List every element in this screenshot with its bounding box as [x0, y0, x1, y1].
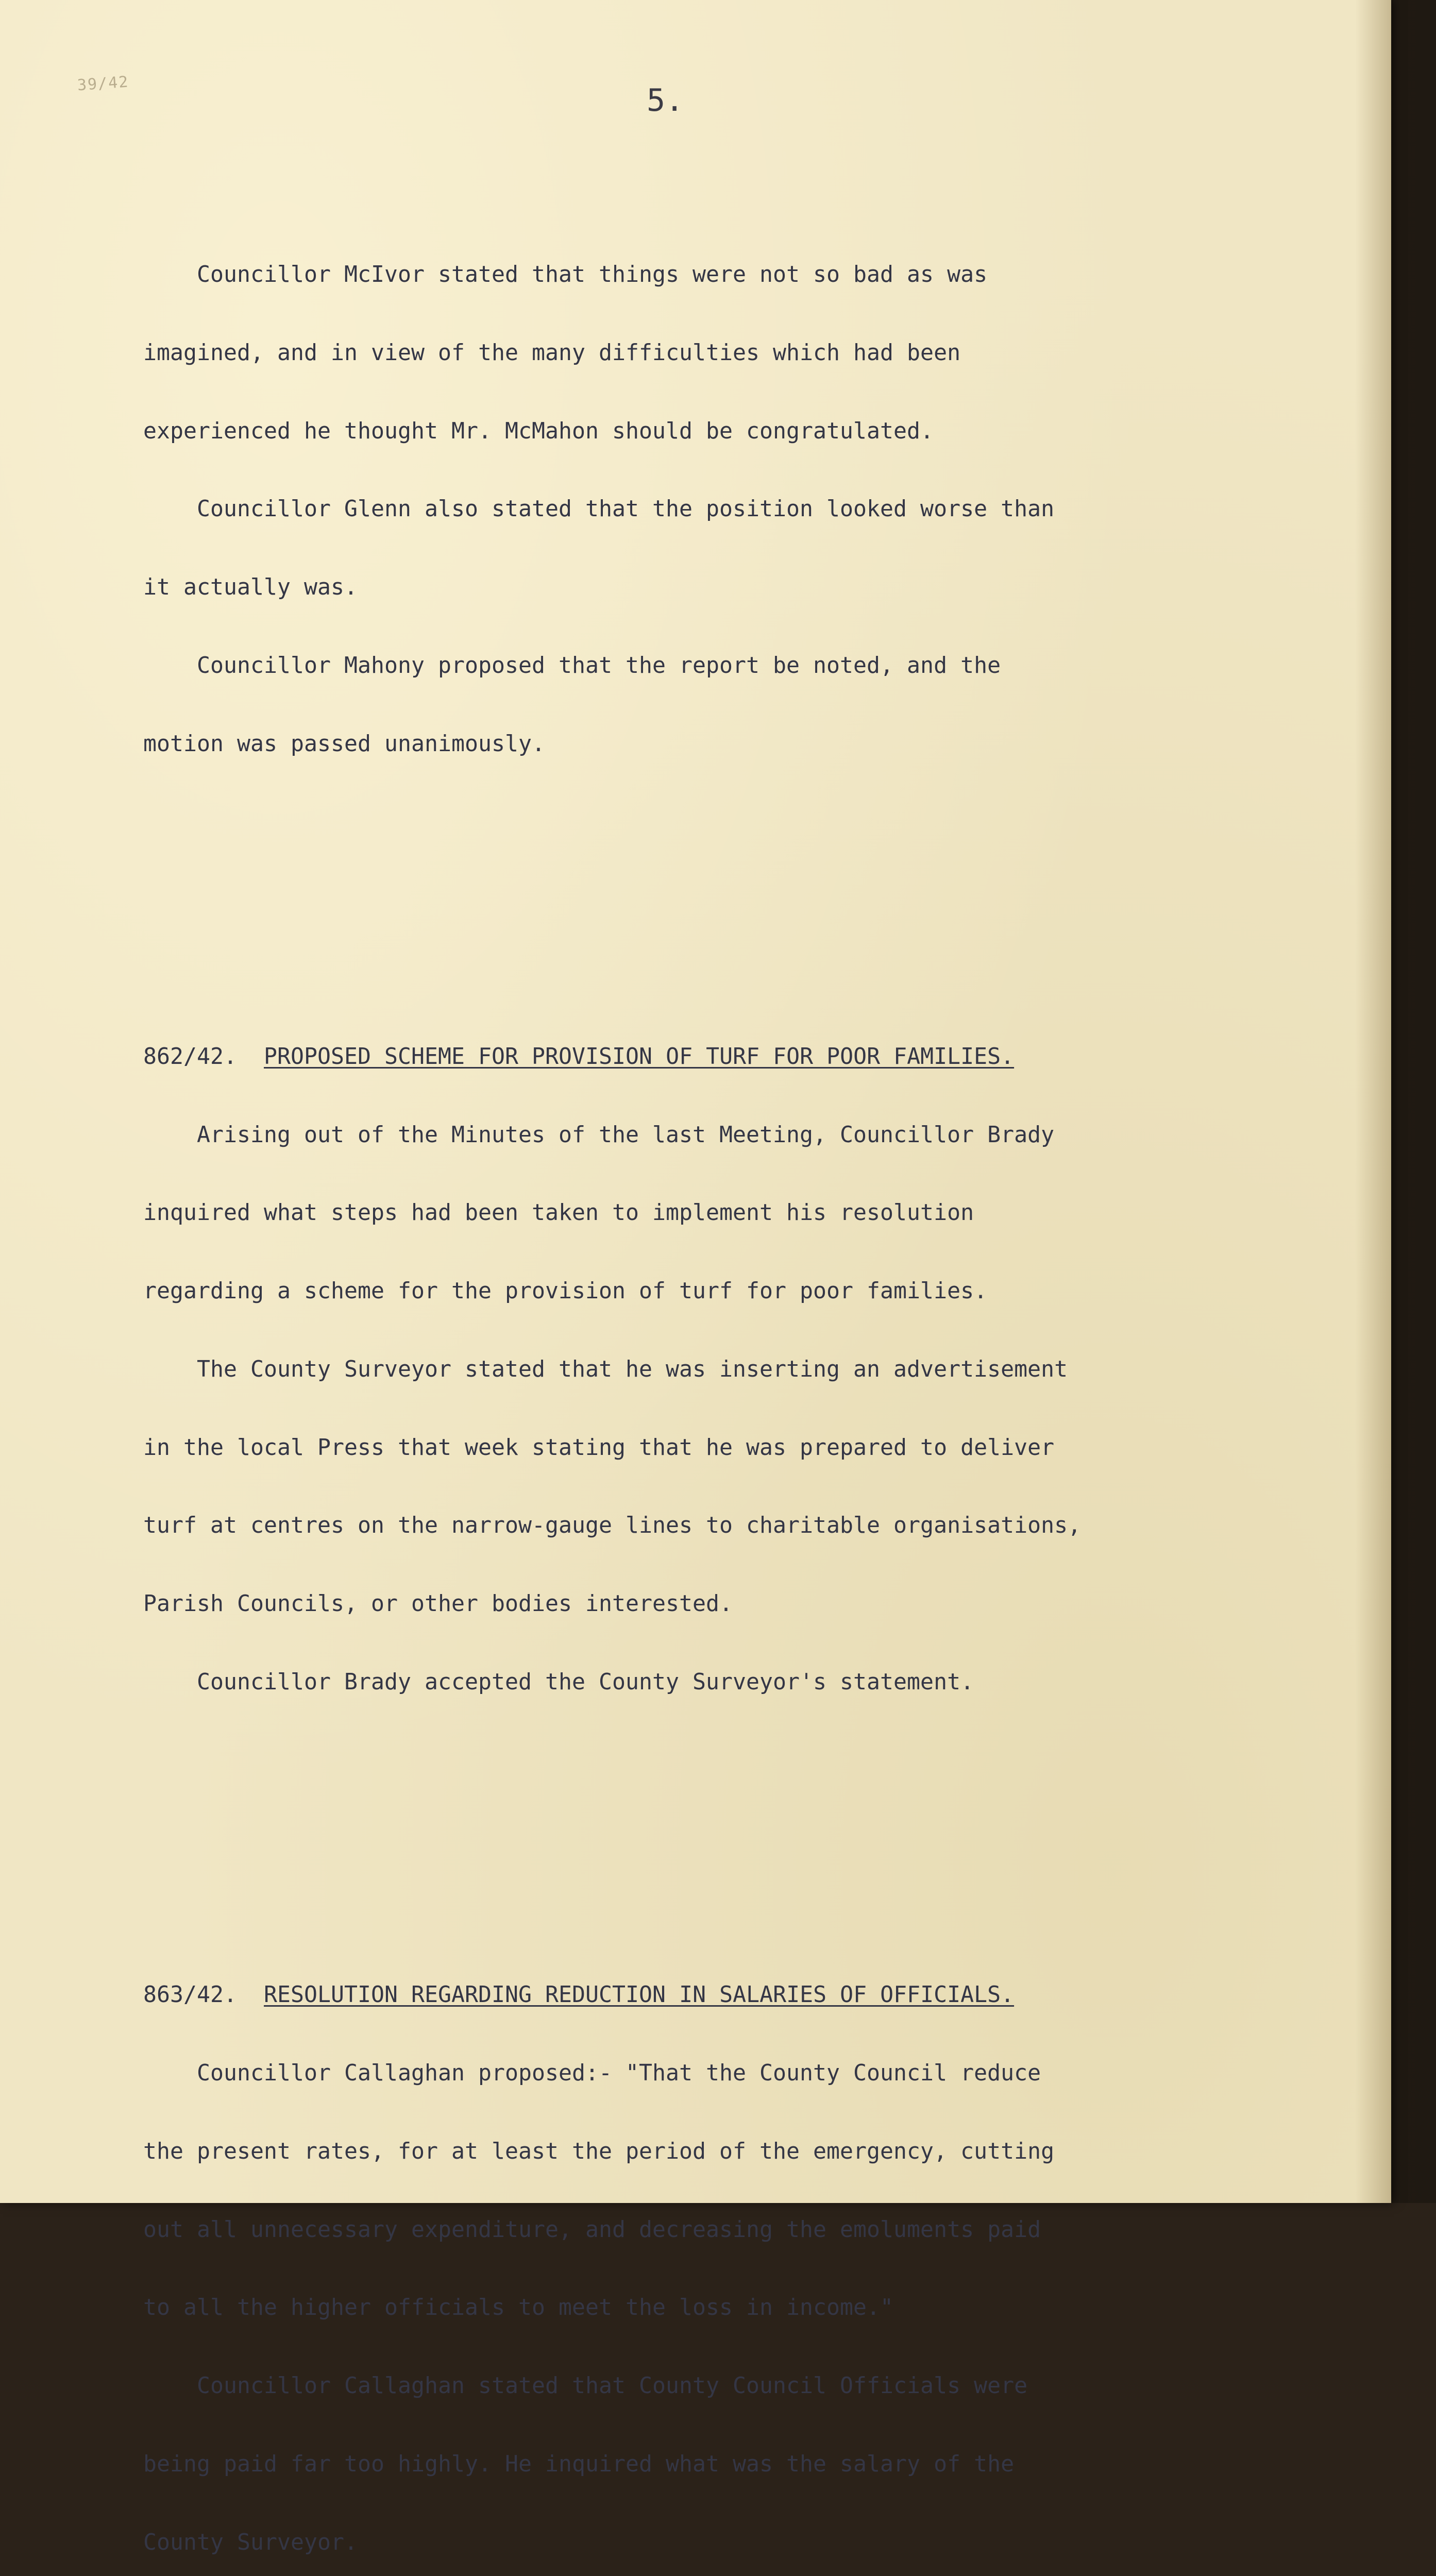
text-line: Councillor Callaghan proposed:- "That the County Council reduce [143, 2060, 1041, 2086]
section-862-turf-scheme [143, 992, 1344, 1748]
text-line: the present rates, for at least the period of the emergency, cutting [143, 2138, 1055, 2164]
section-heading [143, 1982, 1344, 2008]
text-line: Councillor Callaghan stated that County Council Officials were [143, 2373, 1028, 2399]
section-863-salaries [143, 1930, 1344, 2576]
text-line: turf at centres on the narrow-gauge lines to charitable organisations, [143, 1513, 1082, 1539]
text-line: Councillor Glenn also stated that the position looked worse than [143, 496, 1055, 522]
text-line: Councillor McIvor stated that things were not so bad as was [143, 261, 988, 287]
section-gap [143, 887, 1344, 913]
text-line: County Surveyor. [143, 2529, 358, 2555]
text-line: to all the higher officials to meet the loss in income." [143, 2295, 894, 2321]
page-edge-shadow [1355, 0, 1391, 2203]
text-line: Councillor Mahony proposed that the report be noted, and the [143, 652, 1001, 679]
text-line: regarding a scheme for the provision of turf for poor families. [143, 1278, 988, 1304]
text-line: The County Surveyor stated that he was inserting an advertisement [143, 1356, 1068, 1382]
text-line: being paid far too highly. He inquired what was the salary of the [143, 2451, 1015, 2477]
heading-title: PROPOSED SCHEME FOR PROVISION OF TURF FOR POOR FAMILIES. [264, 1043, 1015, 1070]
text-line: Councillor Brady accepted the County Surveyor's statement. [143, 1669, 974, 1696]
text-line: experienced he thought Mr. McMahon should be congratulated. [143, 418, 934, 444]
text-line: motion was passed unanimously. [143, 731, 546, 757]
text-line: out all unnecessary expenditure, and decreasing the emoluments paid [143, 2216, 1041, 2243]
minute-number: 863/42. [143, 1982, 238, 2008]
heading-title: RESOLUTION REGARDING REDUCTION IN SALARIES OF OFFICIALS. [264, 1982, 1015, 2008]
section-heading [143, 1044, 1344, 1070]
text-line: in the local Press that week stating that he was prepared to deliver [143, 1434, 1055, 1461]
minutes-text [143, 131, 1344, 2576]
section-gap [143, 1826, 1344, 1852]
pencil-mark: 39/42 [76, 73, 130, 95]
minute-number: 862/42. [143, 1043, 238, 1070]
text-line: imagined, and in view of the many difficulties which had been [143, 340, 961, 366]
text-line: it actually was. [143, 574, 358, 601]
page-number: 5. [647, 82, 684, 118]
section-report-discussion [143, 210, 1344, 809]
text-line: Parish Councils, or other bodies interested. [143, 1591, 733, 1617]
text-line: Arising out of the Minutes of the last Meeting, Councillor Brady [143, 1122, 1055, 1148]
text-line: inquired what steps had been taken to implement his resolution [143, 1200, 974, 1226]
